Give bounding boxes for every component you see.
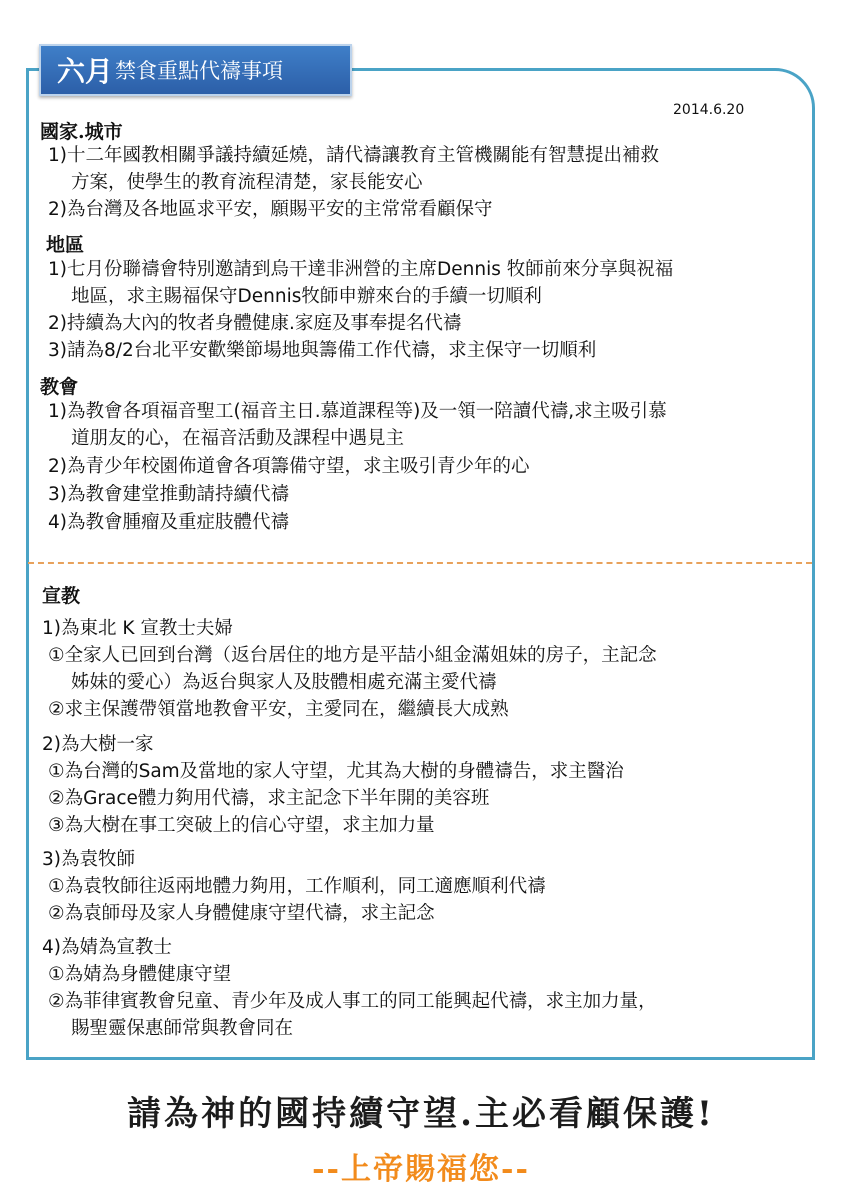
list-item: 2)持續為大內的牧者身體健康.家庭及事奉提名代禱 bbox=[48, 313, 462, 334]
list-item: 4)為教會腫瘤及重症肢體代禱 bbox=[48, 512, 289, 533]
list-item: ①為袁牧師往返兩地體力夠用，工作順利，同工適應順利代禱 bbox=[48, 876, 546, 897]
title-text: 禁食重點代禱事項 bbox=[115, 59, 284, 83]
mission-group-title: 4)為婧為宣教士 bbox=[42, 937, 172, 958]
list-item: 2)為台灣及各地區求平安，願賜平安的主常常看顧保守 bbox=[48, 199, 493, 220]
list-item: 3)為教會建堂推動請持續代禱 bbox=[48, 484, 289, 505]
list-item: 1)七月份聯禱會特別邀請到烏干達非洲營的主席Dennis 牧師前來分享與祝福 bbox=[48, 259, 674, 280]
title-month: 六月 bbox=[57, 55, 114, 88]
list-item: ②為袁師母及家人身體健康守望代禱，求主記念 bbox=[48, 903, 435, 924]
list-item: 道朋友的心，在福音活動及課程中遇見主 bbox=[71, 428, 405, 449]
list-item: 1)為教會各項福音聖工(福音主日.慕道課程等)及一領一陪讀代禱,求主吸引慕 bbox=[48, 401, 667, 422]
list-item: 賜聖靈保惠師常與教會同在 bbox=[71, 1018, 294, 1039]
list-item: ①全家人已回到台灣（返台居住的地方是平喆小組金滿姐妹的房子，主記念 bbox=[48, 645, 657, 666]
mission-group-title: 3)為袁牧師 bbox=[42, 849, 135, 870]
list-item: ①為婧為身體健康守望 bbox=[48, 964, 232, 985]
list-item: ②為Grace體力夠用代禱，求主記念下半年開的美容班 bbox=[48, 788, 490, 809]
list-item: ②求主保護帶領當地教會平安，主愛同在，繼續長大成熟 bbox=[48, 699, 509, 720]
date-label: 2014.6.20 bbox=[673, 102, 745, 118]
list-item: ②為菲律賓教會兒童、青少年及成人事工的同工能興起代禱，求主加力量， bbox=[48, 991, 657, 1012]
mission-group-title: 2)為大樹一家 bbox=[42, 734, 154, 755]
section-heading-mission: 宣教 bbox=[42, 585, 81, 607]
list-item: 姊妹的愛心）為返台與家人及肢體相處充滿主愛代禱 bbox=[71, 672, 497, 693]
list-item: 1)十二年國教相關爭議持續延燒，請代禱讓教育主管機關能有智慧提出補救 bbox=[48, 145, 659, 166]
list-item: 3)請為8/2台北平安歡樂節場地與籌備工作代禱，求主保守一切順利 bbox=[48, 340, 597, 361]
list-item: 地區，求主賜福保守Dennis牧師申辦來台的手續一切順利 bbox=[71, 286, 542, 307]
section-heading-church: 教會 bbox=[40, 376, 79, 398]
list-item: ①為台灣的Sam及當地的家人守望，尤其為大樹的身體禱告，求主醫治 bbox=[48, 761, 624, 782]
section-heading-nation: 國家.城市 bbox=[40, 121, 123, 143]
list-item: 方案，使學生的教育流程清楚，家長能安心 bbox=[71, 172, 423, 193]
mission-group-title: 1)為東北 K 宣教士夫婦 bbox=[42, 618, 233, 639]
dashed-divider bbox=[28, 562, 812, 564]
footer-blessing: --上帝賜福您-- bbox=[312, 1152, 530, 1187]
footer-slogan: 請為神的國持續守望.主必看顧保護! bbox=[127, 1094, 715, 1134]
list-item: 2)為青少年校園佈道會各項籌備守望，求主吸引青少年的心 bbox=[48, 456, 530, 477]
list-item: ③為大樹在事工突破上的信心守望，求主加力量 bbox=[48, 815, 435, 836]
title-banner bbox=[39, 44, 352, 96]
section-heading-region: 地區 bbox=[46, 234, 85, 256]
